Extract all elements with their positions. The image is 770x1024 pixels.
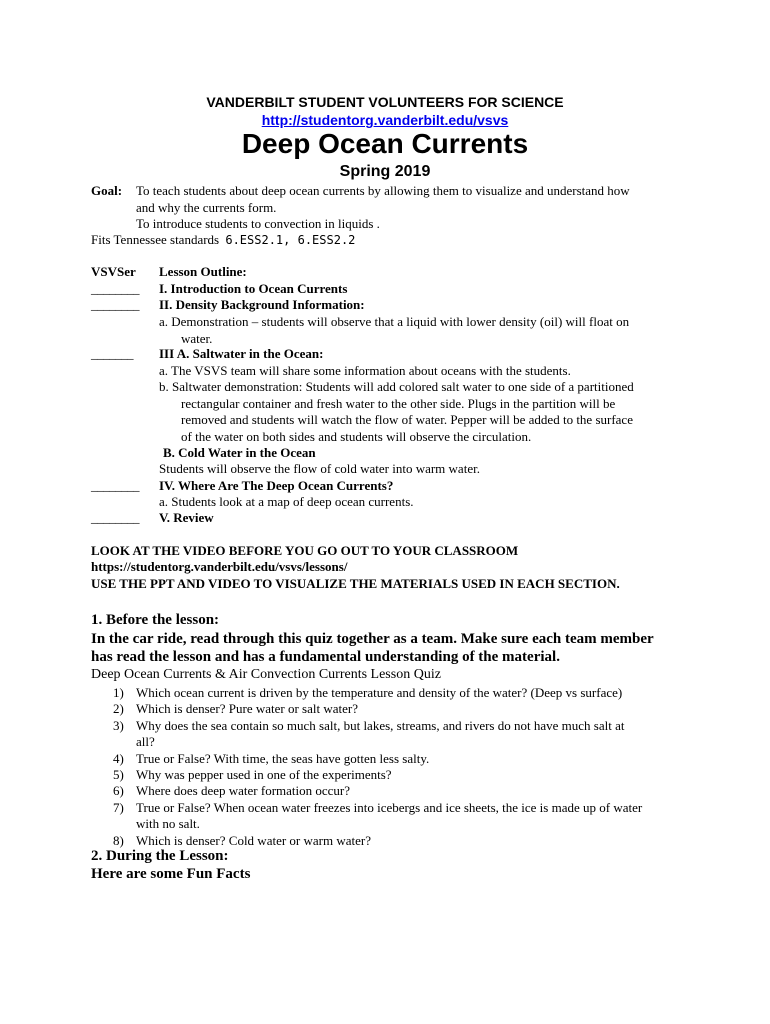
quiz-question-text: True or False? When ocean water freezes into icebergs and ice sheets, the ice is made up of water bbox=[136, 799, 643, 815]
outline-iii-b-line-3: removed and students will watch the flow of water. Pepper will be added to the surface bbox=[181, 412, 633, 427]
quiz-title: Deep Ocean Currents & Air Convection Currents Lesson Quiz bbox=[91, 667, 441, 682]
quiz-question-number: 8) bbox=[113, 832, 124, 848]
standards-codes: 6.ESS2.1, 6.ESS2.2 bbox=[225, 233, 356, 247]
org-url-link[interactable]: http://studentorg.vanderbilt.edu/vsvs bbox=[261, 112, 509, 128]
outline-iii-b-line-1: b. Saltwater demonstration: Students will add colored salt water to one side of a partitioned bbox=[159, 379, 634, 394]
quiz-question-number: 5) bbox=[113, 767, 124, 782]
outline-item-i: I. Introduction to Ocean Currents bbox=[159, 281, 348, 296]
outline-iii-b-line-4: of the water on both sides and students will observe the circulation. bbox=[181, 429, 532, 444]
outline-iii-b-heading: B. Cold Water in the Ocean bbox=[163, 445, 316, 460]
quiz-question-text: Which is denser? Cold water or warm water? bbox=[136, 832, 371, 848]
goal-line-1: To teach students about deep ocean currents by allowing them to visualize and understand how bbox=[136, 183, 630, 198]
goal-label: Goal: bbox=[91, 183, 123, 198]
outline-heading: Lesson Outline: bbox=[159, 264, 247, 279]
quiz-question-text: Why does the sea contain so much salt, but lakes, streams, and rivers do not have much salt at bbox=[136, 717, 625, 733]
quiz-question-number: 4) bbox=[113, 750, 124, 766]
outline-iii-a: a. The VSVS team will share some information about oceans with the students. bbox=[159, 363, 571, 378]
outline-iv-a: a. Students look at a map of deep ocean currents. bbox=[159, 494, 414, 509]
page-title: Deep Ocean Currents bbox=[241, 128, 529, 159]
section-before-heading: 1. Before the lesson: bbox=[91, 612, 220, 628]
outline-ii-a-line-2: water. bbox=[181, 331, 213, 346]
fun-facts-heading: Here are some Fun Facts bbox=[91, 866, 251, 882]
notice-lessons-url[interactable]: https://studentorg.vanderbilt.edu/vsvs/lessons/ bbox=[91, 559, 348, 574]
section-during-heading: 2. During the Lesson: bbox=[91, 848, 229, 864]
quiz-question-text: Where does deep water formation occur? bbox=[136, 783, 351, 799]
quiz-question-number: 6) bbox=[113, 783, 124, 799]
check-blank-ii: ________ bbox=[91, 297, 139, 312]
standards-line bbox=[91, 232, 355, 248]
quiz-question-number: 1) bbox=[113, 685, 124, 700]
notice-video: LOOK AT THE VIDEO BEFORE YOU GO OUT TO YOUR CLASSROOM bbox=[91, 543, 519, 558]
outline-item-iii: III A. Saltwater in the Ocean: bbox=[159, 346, 324, 361]
org-url-row bbox=[0, 112, 770, 128]
quiz-question-text: Which is denser? Pure water or salt water? bbox=[136, 701, 358, 717]
check-blank-iv: ________ bbox=[91, 478, 139, 493]
org-name: VANDERBILT STUDENT VOLUNTEERS FOR SCIENCE bbox=[206, 94, 564, 110]
outline-item-v: V. Review bbox=[159, 510, 214, 525]
vsvser-column-label: VSVSer bbox=[91, 264, 136, 279]
quiz-question-number: 7) bbox=[113, 799, 124, 815]
outline-item-iv: IV. Where Are The Deep Ocean Currents? bbox=[159, 478, 394, 493]
quiz-question-number: 3) bbox=[113, 717, 124, 733]
goal-line-3: To introduce students to convection in liquids . bbox=[136, 216, 380, 231]
before-instructions-line-2: has read the lesson and has a fundamental understanding of the material. bbox=[91, 649, 560, 665]
check-blank-iii: _______ bbox=[91, 346, 133, 361]
outline-ii-a-line-1: a. Demonstration – students will observe that a liquid with lower density (oil) will float on bbox=[159, 314, 630, 329]
outline-item-ii: II. Density Background Information: bbox=[159, 297, 365, 312]
quiz-question-text: all? bbox=[136, 734, 155, 750]
quiz-question-text: Why was pepper used in one of the experiments? bbox=[136, 767, 392, 782]
quiz-question-number: 2) bbox=[113, 701, 124, 717]
quiz-question-text: with no salt. bbox=[136, 816, 200, 832]
quiz-question-text: True or False? With time, the seas have gotten less salty. bbox=[136, 750, 430, 766]
outline-iii-b-line-2: rectangular container and fresh water to the other side. Plugs in the partition will be bbox=[181, 396, 616, 411]
term-label: Spring 2019 bbox=[339, 163, 431, 180]
check-blank-v: ________ bbox=[91, 510, 139, 525]
check-blank-i: ________ bbox=[91, 281, 139, 296]
quiz-question-text: Which ocean current is driven by the temperature and density of the water? (Deep vs surface) bbox=[136, 685, 623, 700]
outline-iii-b-text: Students will observe the flow of cold water into warm water. bbox=[159, 461, 480, 476]
standards-prefix: Fits Tennessee standards bbox=[91, 232, 220, 247]
goal-line-2: and why the currents form. bbox=[136, 200, 277, 215]
notice-ppt: USE THE PPT AND VIDEO TO VISUALIZE THE MATERIALS USED IN EACH SECTION. bbox=[91, 576, 620, 591]
before-instructions-line-1: In the car ride, read through this quiz together as a team. Make sure each team member bbox=[91, 631, 654, 647]
